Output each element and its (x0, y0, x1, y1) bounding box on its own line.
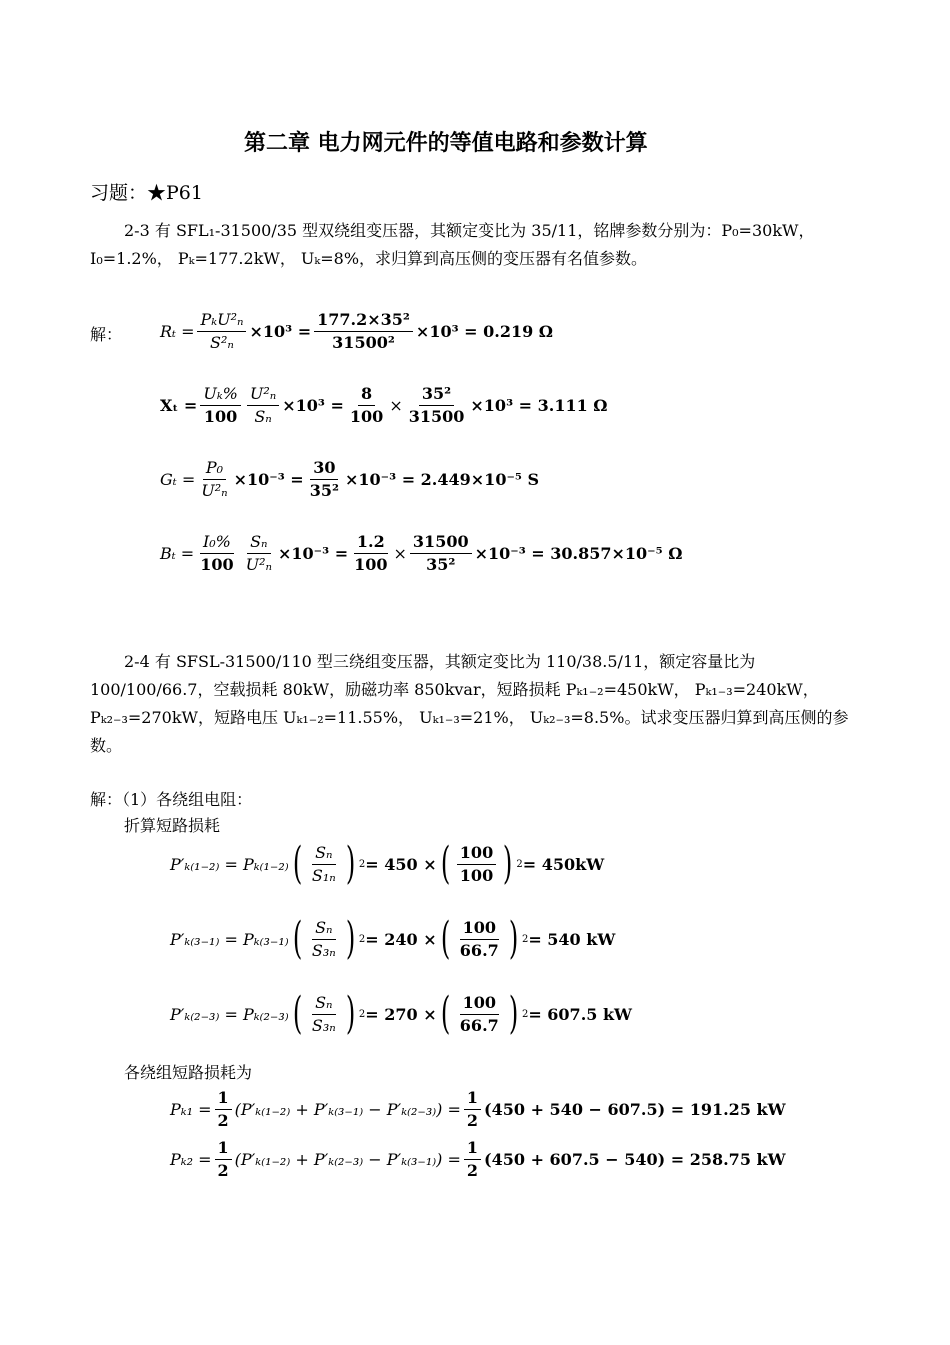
solution-label-2: 解：（1）各绕组电阻： (90, 790, 253, 809)
equation-pk23: P′ₖ₍₂₋₃₎ = Pₖ₍₂₋₃₎ ( $\frac{\text{Sₙ}}{\text{S₃ₙ}}$ ) 2 = 270 × ( $\frac{100}{66.7}$ ) 2 = 607.5 kW (170, 988, 633, 1039)
equation-pk12: P′ₖ₍₁₋₂₎ = Pₖ₍₁₋₂₎ ( $\frac{\text{Sₙ}}{\text{S₁ₙ}}$ ) 2 = 450 × ( $\frac{100}{100}$ ) 2 = 450kW (170, 838, 605, 889)
equation-rt: Rₜ = $\frac{\text{PₖU²ₙ}}{\text{S²ₙ}}$ ×10³ = $\frac{\text{177.2×35²}}{\text{31500²}}$ ×10³ = 0.219 Ω (160, 310, 554, 352)
equation-bt: Bₜ = $\frac{\text{I₀\%}}{100}$ $\frac{\text{Sₙ}}{\text{U²ₙ}}$ ×10⁻³ = $\frac{1.2}{100}$ × $\frac{31500}{\text{35²}}$ ×10⁻³ = 30.857×10⁻⁵ Ω (160, 532, 683, 574)
equation-gt: Gₜ = $\frac{\text{P₀}}{\text{U²ₙ}}$ ×10⁻³ = $\frac{30}{\text{35²}}$ ×10⁻³ = 2.449×10⁻⁵ S (160, 458, 540, 500)
section-heading: 习题：★P61 (90, 182, 203, 204)
equation-pk2: Pₖ₂ = $\frac{1}{2}$ (P′ₖ₍₁₋₂₎ + P′ₖ₍₂₋₃₎ − P′ₖ₍₃₋₁₎) = $\frac{1}{2}$ (450 + 607.5 − 540) = 258.75 kW (170, 1138, 786, 1180)
page-title: 第二章 电力网元件的等值电路和参数计算 (244, 131, 648, 156)
sub-label-converted-losses: 折算短路损耗 (124, 816, 221, 835)
solution-label: 解： (90, 325, 123, 344)
equation-pk31: P′ₖ₍₃₋₁₎ = Pₖ₍₃₋₁₎ ( $\frac{\text{Sₙ}}{\text{S₃ₙ}}$ ) 2 = 240 × ( $\frac{100}{66.7}$ ) 2 = 540 kW (170, 913, 616, 964)
equation-xt: Xₜ = $\frac{\text{Uₖ\%}}{100}$ $\frac{\text{U²ₙ}}{\text{Sₙ}}$ ×10³ = $\frac{8}{100}$ × $\frac{\text{35²}}{31500}$ ×10³ = 3.111 Ω (160, 384, 608, 426)
problem-2-4-text: 2-4 有 SFSL-31500/110 型三绕组变压器，其额定变比为 110/38.5/11，额定容量比为 100/100/66.7，空载损耗 80kW，励磁功率 850kvar，短路损耗 Pₖ₁₋₂=450kW， Pₖ₁₋₃=240kW，Pₖ₂₋₃=270kW，短路电压 Uₖ₁₋₂=11.55%， Uₖ₁₋₃=21%， Uₖ₂₋₃=8.5%。试求变压器归算到高压侧的参数。 (90, 652, 849, 755)
equation-pk1: Pₖ₁ = $\frac{1}{2}$ (P′ₖ₍₁₋₂₎ + P′ₖ₍₃₋₁₎ − P′ₖ₍₂₋₃₎) = $\frac{1}{2}$ (450 + 540 − 607.5) = 191.25 kW (170, 1088, 786, 1130)
problem-2-3-text: 2-3 有 SFL₁-31500/35 型双绕组变压器，其额定变比为 35/11，铭牌参数分别为：P₀=30kW，I₀=1.2%， Pₖ=177.2kW， Uₖ=8%，求归算到高压侧的变压器有名值参数。 (90, 221, 815, 268)
sub-label-winding-losses: 各绕组短路损耗为 (124, 1063, 253, 1082)
